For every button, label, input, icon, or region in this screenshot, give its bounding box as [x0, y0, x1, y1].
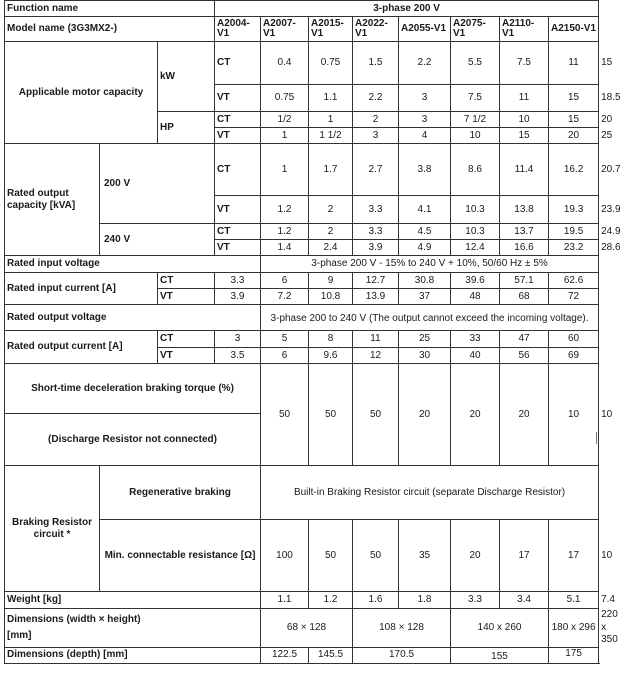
value-cell: 13.7 [500, 224, 549, 240]
value-cell: 19.5 [549, 224, 599, 240]
value-cell: 15 [500, 128, 549, 144]
value-cell: 1.4 [261, 240, 309, 256]
value-cell: 180 x 296 [549, 609, 599, 648]
value-cell: 16.2 [549, 144, 599, 196]
value-cell: 6 [261, 273, 309, 289]
value-cell: 16.6 [500, 240, 549, 256]
dims-wh-label-line1: Dimensions (width × height) [7, 613, 141, 625]
model-header: A2007-V1 [261, 17, 309, 42]
value-cell: 2.2 [399, 42, 451, 85]
value-cell: 50 [309, 364, 353, 466]
value-cell: 3.9 [353, 240, 399, 256]
table-row: VT 0.75 1.1 2.2 3 7.5 11 15 18.5 [5, 85, 599, 112]
kw-label: kW [158, 42, 215, 112]
value-cell: 69 [549, 348, 599, 364]
value-cell: 4.9 [399, 240, 451, 256]
value-cell: 48 [451, 289, 500, 305]
value-cell: 170.5 [353, 647, 451, 663]
value-cell: 1 [261, 144, 309, 196]
dims-wh-label-line2: [mm] [7, 630, 32, 642]
value-cell: 50 [353, 520, 399, 592]
vt-label: VT [215, 85, 261, 112]
value-cell: 25 [399, 331, 451, 348]
model-header: A2055-V1 [399, 17, 451, 42]
value-cell: 1.6 [353, 592, 399, 609]
value-cell: 108 × 128 [353, 609, 451, 648]
table-row [5, 331, 599, 348]
value-cell: 15 [549, 85, 599, 112]
v200-label: 200 V [100, 144, 215, 224]
value-cell: 2 [309, 196, 353, 224]
value-cell: 1.5 [353, 42, 399, 85]
value-cell: 20 [451, 364, 500, 466]
value-cell: 2 [309, 224, 353, 240]
value-cell: 12 [353, 348, 399, 364]
value-cell: 3 [353, 128, 399, 144]
value-cell: 1.2 [261, 196, 309, 224]
value-cell: 122.5 [261, 647, 309, 663]
table-row [5, 273, 599, 289]
value-cell: 3.9 [215, 289, 261, 305]
value-cell: 50 [309, 520, 353, 592]
value-cell: 9.6 [309, 348, 353, 364]
value-cell: 1.7 [309, 144, 353, 196]
value-cell: 8.6 [451, 144, 500, 196]
value-cell: 33 [451, 331, 500, 348]
value-cell: 3.5 [215, 348, 261, 364]
spec-table [4, 0, 621, 664]
value-cell: 30 [399, 348, 451, 364]
table-row: HP CT 1/2 1 2 3 7 1/2 10 15 20 [5, 112, 599, 128]
value-cell: 6 [261, 348, 309, 364]
model-header: A2015-V1 [309, 17, 353, 42]
vt-label: VT [158, 348, 215, 364]
table-row [5, 305, 599, 331]
value-cell: 68 [500, 289, 549, 305]
value-cell: 0.4 [261, 42, 309, 85]
value-cell: 10.3 [451, 224, 500, 240]
dims-wh-label [5, 609, 261, 648]
model-name-label: Model name (3G3MX2-) [5, 17, 215, 42]
ct-label: CT [158, 331, 215, 348]
value-cell: 175 [549, 647, 599, 663]
table-row: VT 1 1 1/2 3 4 10 15 20 25 [5, 128, 599, 144]
value-cell: 11 [549, 42, 599, 85]
value-cell: 4.5 [399, 224, 451, 240]
value-cell: 60 [549, 331, 599, 348]
vt-label: VT [215, 240, 261, 256]
value-cell: 19.3 [549, 196, 599, 224]
value-cell: 17 [549, 520, 599, 592]
value-cell: 20 [451, 520, 500, 592]
table-row [5, 1, 599, 17]
value-cell: 5.5 [451, 42, 500, 85]
ct-label: CT [215, 42, 261, 85]
output-voltage-value: 3-phase 200 to 240 V (The output cannot exceed the incoming voltage). [261, 305, 599, 331]
value-cell: 20 [399, 364, 451, 466]
value-cell: 3 [399, 85, 451, 112]
value-cell: 12.7 [353, 273, 399, 289]
value-cell: 50 [353, 364, 399, 466]
input-voltage-value: 3-phase 200 V - 15% to 240 V + 10%, 50/60 Hz ± 5% [261, 256, 599, 273]
value-cell: 17 [500, 520, 549, 592]
value-cell: 12.4 [451, 240, 500, 256]
input-current-label: Rated input current [A] [5, 273, 158, 305]
value-cell: 13.9 [353, 289, 399, 305]
value-cell: 1 1/2 [309, 128, 353, 144]
value-cell: 3.8 [399, 144, 451, 196]
value-cell: 3.4 [500, 592, 549, 609]
vt-label: VT [215, 196, 261, 224]
value-cell: 62.6 [549, 273, 599, 289]
value-cell: 3.3 [451, 592, 500, 609]
table-row [5, 647, 599, 663]
value-cell: 4.1 [399, 196, 451, 224]
value-cell: 57.1 [500, 273, 549, 289]
value-cell: 40 [451, 348, 500, 364]
scroll-marker [596, 432, 597, 444]
value-cell: 140 x 260 [451, 609, 549, 648]
value-cell: 11 [353, 331, 399, 348]
value-cell: 50 [261, 364, 309, 466]
value-cell: 10 [549, 364, 599, 466]
value-cell: 68 × 128 [261, 609, 353, 648]
ct-label: CT [215, 144, 261, 196]
value-cell: 1/2 [261, 112, 309, 128]
vt-label: VT [215, 128, 261, 144]
value-cell: 100 [261, 520, 309, 592]
value-cell: 2.7 [353, 144, 399, 196]
table-row: Applicable motor capacity kW CT 0.4 0.75 1.5 2.2 5.5 7.5 11 15 [5, 42, 599, 85]
motor-capacity-label: Applicable motor capacity [5, 42, 158, 144]
model-header: A2075-V1 [451, 17, 500, 42]
ct-label: CT [158, 273, 215, 289]
value-cell: 20 [500, 364, 549, 466]
value-cell: 1.2 [261, 224, 309, 240]
value-cell: 3.3 [353, 224, 399, 240]
hp-label: HP [158, 112, 215, 144]
braking-circuit-label: Braking Resistor circuit * [5, 466, 100, 592]
table-row [5, 466, 599, 520]
value-cell: 7 1/2 [451, 112, 500, 128]
value-cell: 3 [215, 331, 261, 348]
value-cell: 155 [451, 647, 549, 663]
table-row: VT 1.4 2.4 3.9 4.9 12.4 16.6 23.2 28.6 [5, 240, 599, 256]
value-cell: 30.8 [399, 273, 451, 289]
decel-note: (Discharge Resistor not connected) [5, 414, 261, 466]
model-header: A2004-V1 [215, 17, 261, 42]
value-cell: 39.6 [451, 273, 500, 289]
value-cell: 3 [399, 112, 451, 128]
value-cell: 5.1 [549, 592, 599, 609]
value-cell: 0.75 [261, 85, 309, 112]
ct-label: CT [215, 224, 261, 240]
table-row: Min. connectable resistance [Ω] 100 50 50 35 20 17 17 10 [5, 520, 599, 592]
decel-torque-label: Short-time deceleration braking torque (%) [5, 364, 261, 414]
table-row: Rated output capacity [kVA] 200 V CT 1 1.7 2.7 3.8 8.6 11.4 16.2 20.7 [5, 144, 599, 196]
model-header: A2110-V1 [500, 17, 549, 42]
value-cell: 1.2 [309, 592, 353, 609]
phase-label: 3-phase 200 V [215, 1, 599, 17]
value-cell: 0.75 [309, 42, 353, 85]
value-cell: 7.5 [451, 85, 500, 112]
value-cell: 35 [399, 520, 451, 592]
min-resistance-label: Min. connectable resistance [Ω] [100, 520, 261, 592]
value-cell: 15 [549, 112, 599, 128]
value-cell: 72 [549, 289, 599, 305]
output-current-label: Rated output current [A] [5, 331, 158, 364]
value-cell: 1.1 [261, 592, 309, 609]
table-row: 240 V CT 1.2 2 3.3 4.5 10.3 13.7 19.5 24.9 [5, 224, 599, 240]
table-row: Weight [kg] 1.1 1.2 1.6 1.8 3.3 3.4 5.1 7.4 [5, 592, 599, 609]
output-voltage-label: Rated output voltage [5, 305, 261, 331]
value-cell: 2 [353, 112, 399, 128]
value-cell: 1.1 [309, 85, 353, 112]
value-cell: 1 [309, 112, 353, 128]
value-cell: 11 [500, 85, 549, 112]
value-cell: 9 [309, 273, 353, 289]
table-row: Short-time deceleration braking torque (%) 50 50 50 20 20 20 10 10 [5, 364, 599, 414]
value-cell: 11.4 [500, 144, 549, 196]
value-cell: 8 [309, 331, 353, 348]
value-cell: 13.8 [500, 196, 549, 224]
model-header: A2150-V1 [549, 17, 599, 42]
dims-depth-label: Dimensions (depth) [mm] [5, 647, 261, 663]
value-cell: 4 [399, 128, 451, 144]
value-cell: 5 [261, 331, 309, 348]
value-cell: 1.8 [399, 592, 451, 609]
input-voltage-label: Rated input voltage [5, 256, 261, 273]
value-cell: 10.8 [309, 289, 353, 305]
regen-braking-label: Regenerative braking [100, 466, 261, 520]
value-cell: 10.3 [451, 196, 500, 224]
table-row: Dimensions (width × height) [mm] 68 × 128 108 × 128 140 x 260 180 x 296 220 x 350 [5, 609, 599, 648]
value-cell: 37 [399, 289, 451, 305]
value-cell: 3.3 [215, 273, 261, 289]
value-cell: 7.2 [261, 289, 309, 305]
value-cell: 1 [261, 128, 309, 144]
value-cell: 7.5 [500, 42, 549, 85]
vt-label: VT [158, 289, 215, 305]
value-cell: 47 [500, 331, 549, 348]
value-cell: 56 [500, 348, 549, 364]
output-capacity-label: Rated output capacity [kVA] [5, 144, 100, 256]
v240-label: 240 V [100, 224, 215, 256]
function-name-label: Function name [5, 1, 215, 17]
value-cell: 23.2 [549, 240, 599, 256]
value-cell: 20 [549, 128, 599, 144]
value-cell: 10 [500, 112, 549, 128]
value-cell: 3.3 [353, 196, 399, 224]
value-cell: 145.5 [309, 647, 353, 663]
value-cell: 2.2 [353, 85, 399, 112]
weight-label: Weight [kg] [5, 592, 261, 609]
value-cell: 2.4 [309, 240, 353, 256]
model-header: A2022-V1 [353, 17, 399, 42]
table-row: VT 1.2 2 3.3 4.1 10.3 13.8 19.3 23.9 [5, 196, 599, 224]
table-row [5, 17, 599, 42]
table-row [5, 256, 599, 273]
regen-braking-value: Built-in Braking Resistor circuit (separate Discharge Resistor) [261, 466, 599, 520]
value-cell: 10 [451, 128, 500, 144]
ct-label: CT [215, 112, 261, 128]
